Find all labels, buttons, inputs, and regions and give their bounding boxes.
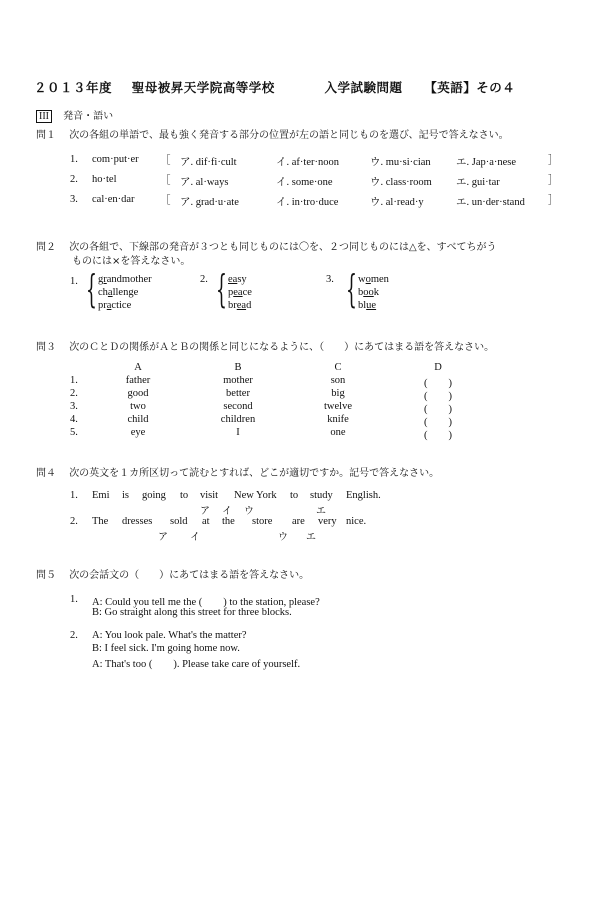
q4-word: nice.: [346, 516, 367, 527]
q1-choice-d: エ. un·der·stand: [456, 197, 525, 208]
q1-close-bracket: ］: [548, 155, 559, 166]
q3-row-number: 3.: [70, 401, 78, 412]
q1-open-bracket: ［: [160, 175, 171, 186]
q3-cell-a: two: [130, 401, 146, 412]
q5-dialogue-line: A: Could you tell me the ( ) to the station, please?: [92, 597, 320, 608]
q2-group-number: 1.: [70, 276, 78, 287]
q4-word: sold: [170, 516, 188, 527]
q3-instruction-line: [36, 338, 494, 353]
q3-answer-blank[interactable]: ( ): [424, 391, 452, 402]
q5-label: 問５: [36, 570, 56, 581]
q4-word: dresses: [122, 516, 153, 527]
q3-header-b: B: [234, 362, 242, 373]
q5-instruction: 次の会話文の（ ）にあてはまる語を答えなさい。: [69, 570, 310, 581]
q3-cell-b: better: [226, 388, 250, 399]
q2-instruction: 次の各組で、下線部の発音が３つとも同じものには〇を、２つ同じものには△を、すべてちがう: [69, 242, 497, 253]
q2-word: bread: [228, 300, 252, 311]
q3-header-d: D: [434, 362, 442, 373]
q3-answer-blank[interactable]: ( ): [424, 417, 452, 428]
q3-answer-blank[interactable]: ( ): [424, 430, 452, 441]
q2-word: easy: [228, 274, 247, 285]
q1-close-bracket: ］: [548, 195, 559, 206]
q1-choice-d: エ. gui·tar: [456, 177, 500, 188]
q3-header-a: A: [134, 362, 142, 373]
exam-year: ２０１３年度: [34, 80, 113, 95]
q1-choice-a: ア. grad·u·ate: [180, 197, 239, 208]
q3-row-number: 2.: [70, 388, 78, 399]
q2-word: women: [358, 274, 389, 285]
q1-base-word: cal·en·dar: [92, 194, 135, 205]
q1-row-number: 1.: [70, 154, 78, 165]
q5-dialogue-line: B: Go straight along this street for three blocks.: [92, 607, 292, 618]
q1-choice-c: ウ. mu·si·cian: [370, 157, 431, 168]
q4-mark-u: ウ: [278, 532, 288, 543]
q4-word: English.: [346, 490, 381, 501]
q4-mark-u: ウ: [244, 506, 254, 517]
q1-base-word: ho·tel: [92, 174, 117, 185]
q4-word: store: [252, 516, 273, 527]
school-name: 聖母被昇天学院高等学校: [131, 80, 275, 95]
q4-word: at: [202, 516, 210, 527]
q5-dialogue-number: 1.: [70, 594, 78, 605]
q4-mark-e: エ: [306, 532, 316, 543]
q5-dialogue-line: A: You look pale. What's the matter?: [92, 630, 247, 641]
q3-cell-a: good: [127, 388, 149, 399]
q3-row-number: 1.: [70, 375, 78, 386]
left-brace-icon: {: [346, 267, 357, 311]
q3-cell-c: big: [331, 388, 345, 399]
page-header: [34, 78, 515, 96]
q2-group-number: 3.: [326, 274, 334, 285]
q1-row-number: 3.: [70, 194, 78, 205]
q3-cell-b: second: [223, 401, 253, 412]
q1-label: 問１: [36, 130, 56, 141]
q4-mark-i: イ: [222, 506, 232, 517]
subject-label: 【英語】その４: [424, 80, 516, 95]
q1-instruction-line: [36, 126, 509, 141]
q3-row-number: 4.: [70, 414, 78, 425]
q3-answer-blank[interactable]: ( ): [424, 378, 452, 389]
q3-cell-c: knife: [327, 414, 349, 425]
q3-cell-b: mother: [223, 375, 253, 386]
q1-open-bracket: ［: [160, 195, 171, 206]
q3-cell-a: eye: [130, 427, 146, 438]
q4-mark-a: ア: [158, 532, 168, 543]
q3-instruction: 次のＣとＤの関係がＡとＢの関係と同じになるように、（ ）にあてはまる語を答えなさい。: [69, 342, 495, 353]
q1-row-number: 2.: [70, 174, 78, 185]
q2-word: grandmother: [98, 274, 152, 285]
q2-word: blue: [358, 300, 377, 311]
q1-choice-b: イ. af·ter·noon: [276, 157, 339, 168]
q2-instruction-line-1: [36, 238, 496, 253]
q1-choice-a: ア. al·ways: [180, 177, 229, 188]
q1-choice-a: ア. dif·fi·cult: [180, 157, 237, 168]
q1-choice-d: エ. Jap·a·nese: [456, 157, 517, 168]
q5-instruction-line: [36, 566, 309, 581]
q1-choice-c: ウ. class·room: [370, 177, 432, 188]
q2-word: peace: [228, 287, 252, 298]
q3-cell-a: child: [127, 414, 149, 425]
section-heading: [36, 104, 113, 123]
q3-label: 問３: [36, 342, 56, 353]
q4-word: is: [122, 490, 130, 501]
q4-sentence-number: 2.: [70, 516, 78, 527]
q1-choice-b: イ. some·one: [276, 177, 333, 188]
q4-instruction: 次の英文を１カ所区切って読むとすれば、どこが適切ですか。記号で答えなさい。: [69, 468, 440, 479]
q3-header-c: C: [334, 362, 342, 373]
q2-label: 問２: [36, 242, 56, 253]
q3-cell-b: children: [220, 414, 256, 425]
q4-instruction-line: [36, 464, 439, 479]
q4-mark-i: イ: [190, 532, 200, 543]
q5-dialogue-number: 2.: [70, 630, 78, 641]
q4-sentence-number: 1.: [70, 490, 78, 501]
q4-word: New York: [234, 490, 277, 501]
q1-choice-c: ウ. al·read·y: [370, 197, 424, 208]
q3-answer-blank[interactable]: ( ): [424, 404, 452, 415]
q2-word: book: [358, 287, 379, 298]
q4-mark-e: エ: [316, 506, 326, 517]
q1-base-word: com·put·er: [92, 154, 139, 165]
q4-mark-a: ア: [200, 506, 210, 517]
q4-word: going: [142, 490, 166, 501]
left-brace-icon: {: [86, 267, 97, 311]
q3-row-number: 5.: [70, 427, 78, 438]
q5-dialogue-line: B: I feel sick. I'm going home now.: [92, 643, 240, 654]
exam-title: 入学試験問題: [324, 80, 403, 95]
q4-label: 問４: [36, 468, 56, 479]
q1-open-bracket: ［: [160, 155, 171, 166]
q2-instruction-line-2: ものには×を答えなさい。: [72, 256, 191, 267]
q4-word: are: [292, 516, 305, 527]
q4-word: the: [222, 516, 235, 527]
q4-word: Emi: [92, 490, 110, 501]
left-brace-icon: {: [216, 267, 227, 311]
q5-dialogue-line: A: That's too ( ). Please take care of yourself.: [92, 659, 301, 670]
q4-word: The: [92, 516, 109, 527]
q1-instruction: 次の各組の単語で、最も強く発音する部分の位置が左の語と同じものを選び、記号で答えなさい。: [69, 130, 509, 141]
q4-word: visit: [200, 490, 219, 501]
q4-word: very: [318, 516, 337, 527]
q2-word: practice: [98, 300, 132, 311]
q2-word: challenge: [98, 287, 139, 298]
q3-cell-a: father: [125, 375, 151, 386]
q4-word: to: [290, 490, 299, 501]
q4-word: to: [180, 490, 189, 501]
section-title: 発音・語い: [63, 111, 114, 122]
q3-cell-c: twelve: [324, 401, 352, 412]
q3-cell-c: son: [330, 375, 346, 386]
section-number: III: [36, 110, 52, 123]
q1-choice-b: イ. in·tro·duce: [276, 197, 339, 208]
q3-cell-c: one: [330, 427, 346, 438]
q1-close-bracket: ］: [548, 175, 559, 186]
q2-group-number: 2.: [200, 274, 208, 285]
q4-word: study: [310, 490, 333, 501]
q3-cell-b: I: [236, 427, 240, 438]
